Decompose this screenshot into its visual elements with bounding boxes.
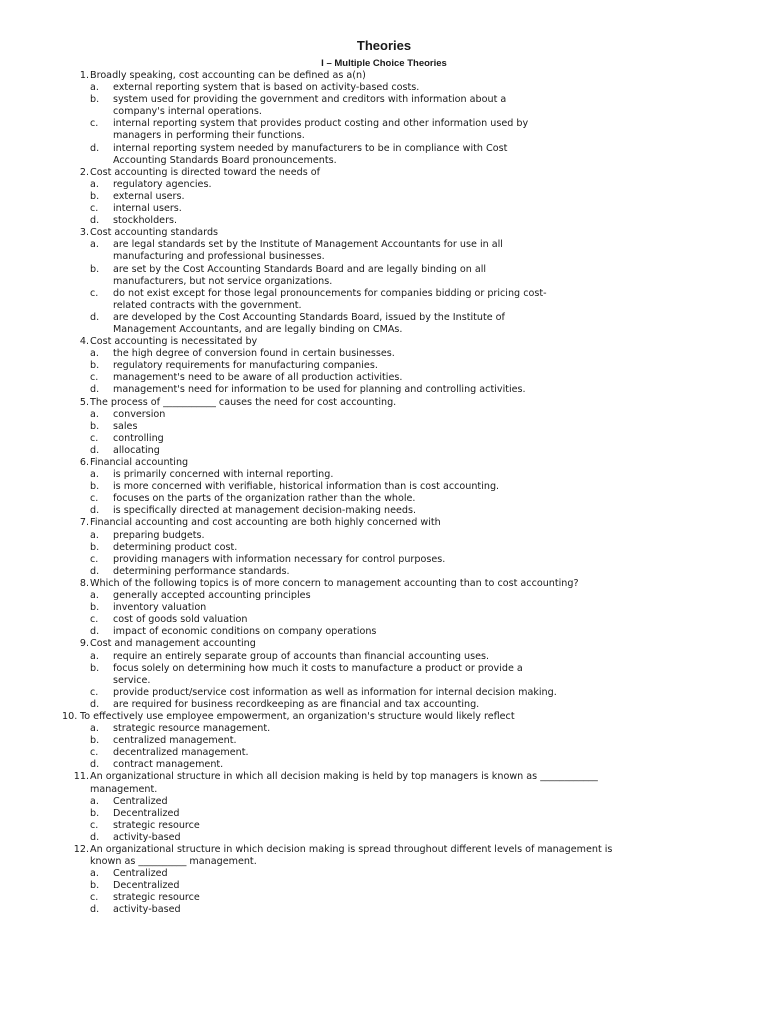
option-letter: d.	[90, 759, 100, 771]
question-text: Financial accounting	[90, 457, 189, 468]
option-line	[0, 590, 768, 602]
option-line	[0, 747, 768, 759]
option-text: internal reporting system that provides product costing and other information used by	[113, 118, 529, 130]
question-text: Cost and management accounting	[90, 638, 256, 650]
option-line	[0, 663, 768, 675]
option-letter: b.	[90, 602, 100, 614]
question-item	[0, 711, 768, 771]
question-number: 10.	[62, 710, 78, 722]
option-text: management's need for information to be used for planning and controlling activities.	[113, 384, 526, 396]
question-text: management.	[90, 783, 158, 795]
option-line	[0, 614, 768, 626]
option-letter: c.	[90, 747, 99, 759]
question-item	[0, 397, 768, 457]
option-text: system used for providing the government and creditors with information about a	[113, 94, 507, 106]
option-line	[0, 276, 768, 288]
option-text: require an entirely separate group of accounts than financial accounting uses.	[113, 650, 490, 662]
question-line	[0, 336, 768, 348]
question-item	[0, 227, 768, 336]
option-line	[0, 796, 768, 808]
option-text: activity-based	[113, 904, 181, 916]
option-text: determining performance standards.	[113, 565, 290, 577]
question-number: 11.	[73, 771, 89, 783]
option-line	[0, 723, 768, 735]
option-letter: d.	[90, 444, 100, 456]
option-line	[0, 759, 768, 771]
option-line	[0, 687, 768, 699]
option-letter: c.	[90, 432, 99, 444]
option-line	[0, 360, 768, 372]
option-text: controlling	[113, 432, 164, 444]
option-letter: d.	[90, 215, 100, 227]
option-text: Accounting Standards Board pronouncements.	[113, 154, 337, 166]
option-letter: d.	[90, 142, 100, 154]
option-letter: a.	[90, 529, 99, 541]
option-text: internal reporting system needed by manufacturers to be in compliance with Cost	[113, 142, 508, 154]
question-item	[0, 844, 768, 917]
option-letter: d.	[90, 698, 100, 710]
question-item	[0, 771, 768, 844]
option-line	[0, 892, 768, 904]
option-line	[0, 433, 768, 445]
option-line	[0, 699, 768, 711]
option-text: are developed by the Cost Accounting Standards Board, issued by the Institute of	[113, 311, 505, 323]
option-letter: a.	[90, 239, 99, 251]
option-text: related contracts with the government.	[113, 299, 302, 311]
option-line	[0, 542, 768, 554]
option-text: focus solely on determining how much it costs to manufacture a product or provide a	[113, 662, 523, 674]
option-text: are set by the Cost Accounting Standards Board and are legally binding on all	[113, 263, 487, 275]
option-text: decentralized management.	[113, 747, 249, 759]
option-line	[0, 94, 768, 106]
question-item	[0, 517, 768, 577]
question-list	[0, 70, 768, 917]
option-text: internal users.	[113, 203, 182, 215]
option-line	[0, 832, 768, 844]
option-line	[0, 735, 768, 747]
option-letter: d.	[90, 384, 100, 396]
option-text: company's internal operations.	[113, 106, 262, 118]
option-text: providing managers with information necessary for control purposes.	[113, 553, 446, 565]
option-letter: b.	[90, 880, 100, 892]
page-title: Theories	[356, 38, 412, 53]
option-text: is specifically directed at management decision-making needs.	[113, 505, 417, 517]
question-line	[0, 856, 768, 868]
option-letter: b.	[90, 662, 100, 674]
question-text: Financial accounting and cost accounting are both highly concerned with	[90, 517, 441, 529]
option-letter: a.	[90, 650, 99, 662]
option-text: provide product/service cost information as well as information for internal decision making.	[113, 686, 557, 698]
option-text: manufacturing and professional businesses.	[113, 251, 325, 263]
option-letter: b.	[90, 190, 100, 202]
option-line	[0, 554, 768, 566]
question-number: 5.	[79, 396, 89, 408]
option-text: cost of goods sold valuation	[113, 614, 248, 626]
option-text: service.	[113, 674, 151, 686]
option-line	[0, 348, 768, 360]
option-letter: b.	[90, 807, 100, 819]
option-text: conversion	[113, 408, 166, 420]
question-item	[0, 457, 768, 517]
question-item	[0, 70, 768, 167]
document-page	[0, 38, 768, 917]
question-line	[0, 457, 768, 469]
option-letter: a.	[90, 348, 99, 360]
option-text: Management Accountants, and are legally binding on CMAs.	[113, 323, 403, 335]
option-line	[0, 602, 768, 614]
option-text: generally accepted accounting principles	[113, 590, 311, 602]
option-line	[0, 445, 768, 457]
question-line	[0, 638, 768, 650]
option-text: external users.	[113, 190, 185, 202]
question-number: 2.	[79, 166, 89, 178]
option-text: are legal standards set by the Institute of Management Accountants for use in all	[113, 239, 503, 251]
option-line	[0, 493, 768, 505]
option-text: regulatory requirements for manufacturing companies.	[113, 360, 378, 372]
option-text: strategic resource	[113, 892, 200, 904]
option-text: focuses on the parts of the organization rather than the whole.	[113, 493, 416, 505]
option-text: external reporting system that is based on activity-based costs.	[113, 82, 420, 94]
question-line	[0, 70, 768, 82]
question-text: To effectively use employee empowerment, an organization's structure would likely reflect	[80, 710, 515, 722]
question-number: 4.	[79, 336, 89, 348]
option-text: stockholders.	[113, 215, 178, 227]
question-text: Broadly speaking, cost accounting can be defined as a(n)	[90, 70, 366, 81]
question-line	[0, 167, 768, 179]
question-line	[0, 784, 768, 796]
question-text: Cost accounting standards	[90, 227, 219, 239]
question-number: 9.	[79, 638, 89, 650]
option-letter: d.	[90, 311, 100, 323]
option-letter: a.	[90, 723, 99, 735]
option-text: regulatory agencies.	[113, 178, 212, 190]
option-text: is more concerned with verifiable, historical information than is cost accounting.	[113, 481, 500, 493]
option-line	[0, 264, 768, 276]
option-line	[0, 469, 768, 481]
option-letter: b.	[90, 94, 100, 106]
question-number: 6.	[79, 457, 89, 468]
option-line	[0, 530, 768, 542]
question-line	[0, 844, 768, 856]
question-number: 8.	[79, 577, 89, 589]
option-line	[0, 215, 768, 227]
option-letter: d.	[90, 565, 100, 577]
option-line	[0, 904, 768, 916]
question-line	[0, 397, 768, 409]
option-line	[0, 239, 768, 251]
option-line	[0, 251, 768, 263]
option-text: activity-based	[113, 831, 181, 843]
question-number: 3.	[79, 227, 89, 239]
option-text: do not exist except for those legal pronouncements for companies bidding or pricing cost-	[113, 287, 547, 299]
question-line	[0, 517, 768, 529]
option-letter: a.	[90, 868, 99, 880]
option-text: are required for business recordkeeping as are financial and tax accounting.	[113, 698, 480, 710]
option-letter: c.	[90, 553, 99, 565]
option-letter: c.	[90, 892, 99, 904]
option-text: allocating	[113, 444, 160, 456]
option-line	[0, 179, 768, 191]
question-line	[0, 227, 768, 239]
option-line	[0, 130, 768, 142]
option-line	[0, 288, 768, 300]
option-letter: c.	[90, 493, 99, 505]
question-line	[0, 578, 768, 590]
option-text: preparing budgets.	[113, 529, 205, 541]
option-letter: b.	[90, 541, 100, 553]
option-letter: c.	[90, 372, 99, 384]
option-line	[0, 191, 768, 203]
option-line	[0, 481, 768, 493]
option-text: inventory valuation	[113, 602, 207, 614]
option-line	[0, 203, 768, 215]
option-text: contract management.	[113, 759, 224, 771]
question-text: Which of the following topics is of more concern to management accounting than to cost accounting?	[90, 577, 579, 589]
option-line	[0, 312, 768, 324]
option-line	[0, 82, 768, 94]
question-item	[0, 578, 768, 638]
question-number: 7.	[79, 517, 89, 529]
option-text: strategic resource	[113, 819, 200, 831]
option-letter: b.	[90, 735, 100, 747]
option-text: is primarily concerned with internal reporting.	[113, 469, 334, 481]
option-line	[0, 300, 768, 312]
question-line	[0, 771, 768, 783]
option-text: management's need to be aware of all production activities.	[113, 372, 403, 384]
option-text: the high degree of conversion found in certain businesses.	[113, 348, 395, 360]
question-text: An organizational structure in which decision making is spread throughout different levels of management is	[90, 844, 613, 855]
section-heading: I – Multiple Choice Theories	[321, 58, 447, 69]
option-line	[0, 372, 768, 384]
option-letter: a.	[90, 178, 99, 190]
question-text: An organizational structure in which all decision making is held by top managers is known as ____________	[90, 771, 598, 783]
option-text: Decentralized	[113, 880, 180, 892]
option-line	[0, 626, 768, 638]
question-item	[0, 167, 768, 227]
option-letter: b.	[90, 360, 100, 372]
question-item	[0, 638, 768, 711]
option-line	[0, 880, 768, 892]
option-line	[0, 505, 768, 517]
option-text: Centralized	[113, 868, 168, 880]
option-letter: c.	[90, 287, 99, 299]
option-text: Centralized	[113, 795, 168, 807]
option-letter: d.	[90, 831, 100, 843]
option-letter: a.	[90, 795, 99, 807]
option-letter: d.	[90, 626, 100, 638]
option-line	[0, 143, 768, 155]
option-text: determining product cost.	[113, 541, 238, 553]
option-letter: d.	[90, 904, 100, 916]
option-line	[0, 118, 768, 130]
option-text: strategic resource management.	[113, 723, 271, 735]
question-number: 1.	[79, 70, 89, 81]
option-letter: c.	[90, 686, 99, 698]
option-line	[0, 820, 768, 832]
option-line	[0, 868, 768, 880]
option-line	[0, 421, 768, 433]
option-line	[0, 566, 768, 578]
option-line	[0, 106, 768, 118]
option-letter: b.	[90, 263, 100, 275]
option-text: impact of economic conditions on company operations	[113, 626, 377, 638]
option-letter: c.	[90, 118, 99, 130]
option-letter: c.	[90, 819, 99, 831]
option-letter: a.	[90, 590, 99, 602]
question-text: known as __________ management.	[90, 856, 257, 868]
option-letter: a.	[90, 82, 99, 94]
option-letter: d.	[90, 505, 100, 517]
question-text: Cost accounting is directed toward the needs of	[90, 166, 321, 178]
option-line	[0, 384, 768, 396]
option-letter: a.	[90, 469, 99, 481]
option-text: centralized management.	[113, 735, 237, 747]
question-text: Cost accounting is necessitated by	[90, 336, 258, 348]
option-line	[0, 155, 768, 167]
option-letter: a.	[90, 408, 99, 420]
option-text: managers in performing their functions.	[113, 130, 305, 142]
option-text: Decentralized	[113, 807, 180, 819]
option-line	[0, 675, 768, 687]
question-number: 12.	[73, 844, 89, 855]
option-letter: c.	[90, 203, 99, 215]
option-text: sales	[113, 420, 138, 432]
option-text: manufacturers, but not service organizations.	[113, 275, 333, 287]
option-line	[0, 651, 768, 663]
option-letter: b.	[90, 481, 100, 493]
question-line	[0, 711, 768, 723]
question-text: The process of ___________ causes the need for cost accounting.	[90, 396, 397, 408]
option-letter: b.	[90, 420, 100, 432]
option-line	[0, 808, 768, 820]
option-letter: c.	[90, 614, 99, 626]
option-line	[0, 324, 768, 336]
option-line	[0, 409, 768, 421]
question-item	[0, 336, 768, 396]
